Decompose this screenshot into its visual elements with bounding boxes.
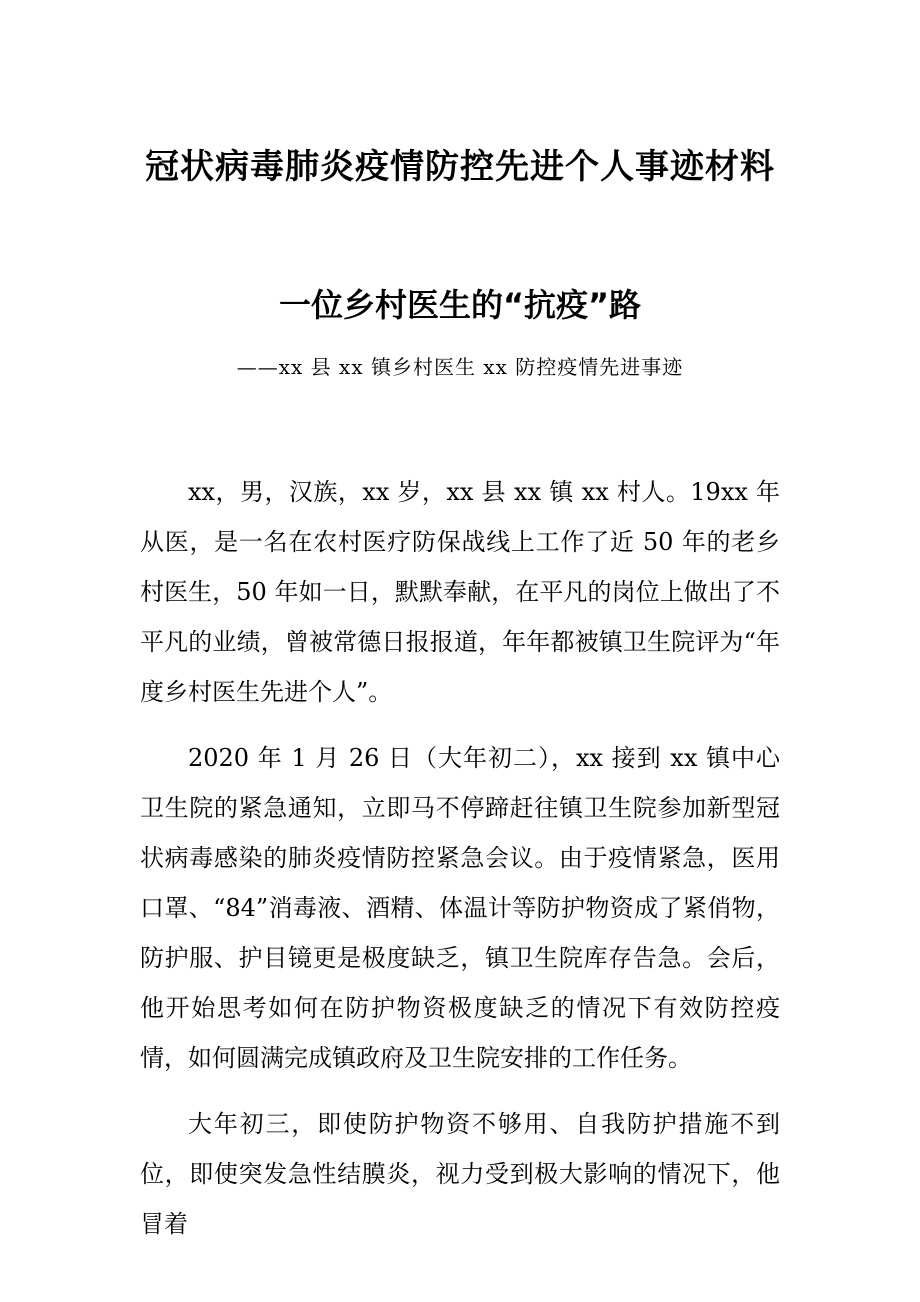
article-headline: 一位乡村医生的“抗疫”路 — [278, 286, 642, 324]
paragraph: 2020 年 1 月 26 日（大年初二），xx 接到 xx 镇中心卫生院的紧急通知，立即马不停蹄赶往镇卫生院参加新型冠状病毒感染的肺炎疫情防控紧急会议。由于疫情紧急，医用口罩、“84”消毒液、酒精、体温计等防护物资成了紧俏物，防护服、护目镜更是极度缺乏，镇卫生院库存告急。会后，他开始思考如何在防护物资极度缺乏的情况下有效防控疫情，如何圆满完成镇政府及卫生院安排的工作任务。 — [140, 744, 780, 1072]
document-title: 冠状病毒肺炎疫情防控先进个人事迹材料 — [145, 147, 775, 187]
article-subheadline: ——xx 县 xx 镇乡村医生 xx 防控疫情先进事迹 — [236, 355, 684, 379]
paragraph: 大年初三，即使防护物资不够用、自我防护措施不到位，即使突发急性结膜炎，视力受到极大影响的情况下，他冒着 — [140, 1110, 780, 1238]
paragraph: xx，男，汉族，xx 岁，xx 县 xx 镇 xx 村人。19xx 年从医，是一名在农村医疗防保战线上工作了近 50 年的老乡村医生，50 年如一日，默默奉献，在平凡的岗位上做出了不平凡的业绩，曾被常德日报报道，年年都被镇卫生院评为“年度乡村医生先进个人”。 — [140, 478, 780, 706]
article-body — [140, 467, 780, 1265]
